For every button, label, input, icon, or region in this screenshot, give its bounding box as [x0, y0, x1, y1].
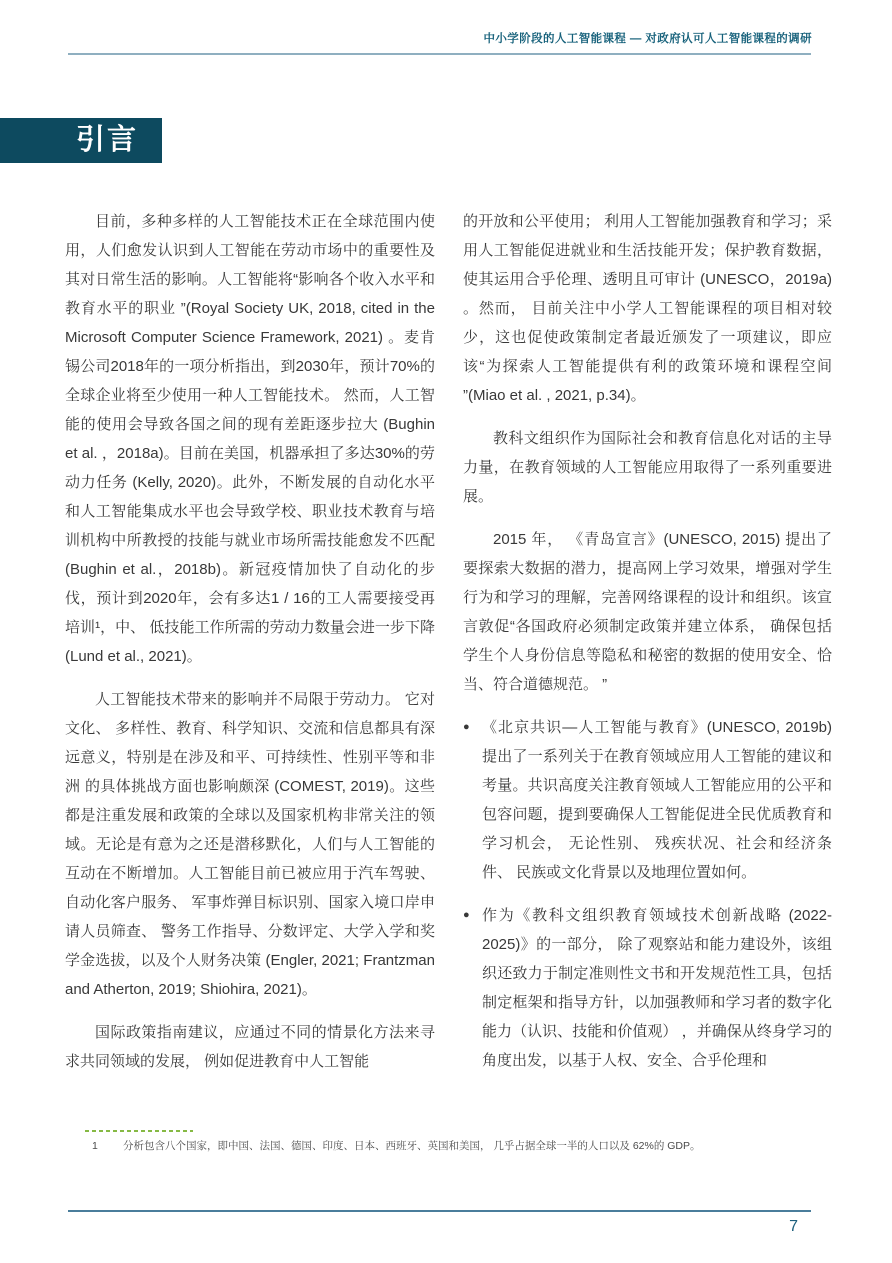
list-item — [463, 713, 832, 887]
right-column — [463, 207, 832, 1090]
section-title-box — [0, 118, 162, 163]
list-item-text: 作为《教科文组织教育领域技术创新战略 (2022-2025)》的一部分， 除了观察站和能力建设外，该组织还致力于制定准则性文书和开发规范性工具，包括制定框架和指导方针，以加强教师和学习者的数字化能力（认识、技能和价值观） ，并确保从终身学习的角度出发，以基于人权、安全、合乎伦理和 — [482, 907, 832, 1069]
bullet-icon: ● — [463, 909, 470, 921]
paragraph-right-3: 2015 年， 《青岛宣言》(UNESCO, 2015) 提出了要探索大数据的潜力，提高网上学习效果，增强对学生行为和学习的理解，完善网络课程的设计和组织。该宣言敦促“各国政府必须制定政策并建立体系， 确保包括学生个人身份信息等隐私和秘密的数据的使用安全、恰当、符合道德规范。 ” — [463, 531, 832, 693]
list-item-text: 《北京共识—人工智能与教育》(UNESCO, 2019b) 提出了一系列关于在教育领域应用人工智能的建议和考量。共识高度关注教育领域人工智能应用的公平和包容问题，提到要确保人工智能促进全民优质教育和学习机会， 无论性别、 残疾状况、社会和经济条件、 民族或文化背景以及地理位置如何。 — [482, 719, 832, 881]
left-column — [65, 207, 435, 1090]
footnote-text: 分析包含八个国家，即中国、法国、德国、印度、日本、西班牙、英国和美国， 几乎占据全球一半的人口以及 62%的 GDP。 — [123, 1140, 701, 1152]
text-columns — [65, 207, 832, 1090]
footnote-separator — [85, 1130, 193, 1132]
paragraph-left-1: 目前，多种多样的人工智能技术正在全球范围内使用，人们愈发认识到人工智能在劳动市场中的重要性及其对日常生活的影响。人工智能将“影响各个收入水平和教育水平的职业 ”(Royal Society UK, 2018, cited in the Microsoft Computer Science Framework, 2021) 。麦肯锡公司2018年的一项分析指出，到2030年，预计70%的全球企业将至少使用一种人工智能技术。 然而，人工智能的使用会导致各国之间的现有差距逐步拉大 (Bughin et al. ，2018a)。目前在美国，机器承担了多达30%的劳动力任务 (Kelly, 2020)。此外，不断发展的自动化水平和人工智能集成水平也会导致学校、职业技术教育与培训机构中所教授的技能与就业市场所需技能愈发不匹配 (Bughin et al.，2018b)。新冠疫情加快了自动化的步伐，预计到2020年，会有多达1 / 16的工人需要接受再培训¹，中、 低技能工作所需的劳动力数量会进一步下降 (Lund et al., 2021)。 — [65, 213, 435, 665]
footer-rule — [68, 1210, 811, 1212]
footnote-marker: 1 — [92, 1140, 98, 1152]
paragraph-right-1: 的开放和公平使用； 利用人工智能加强教育和学习；采用人工智能促进就业和生活技能开发；保护教育数据，使其运用合乎伦理、透明且可审计 (UNESCO，2019a) 。然而， 目前关注中小学人工智能课程的项目相对较少，这也促使政策制定者最近颁发了一项建议，即应该“为探索人工智能提供有利的政策环境和课程空间 ”(Miao et al. , 2021, p.34)。 — [463, 213, 832, 404]
header-rule — [68, 53, 811, 55]
footnote — [92, 1139, 812, 1154]
section-title: 引言 — [75, 124, 138, 156]
running-header-title: 中小学阶段的人工智能课程 — 对政府认可人工智能课程的调研 — [483, 33, 812, 45]
bullet-icon: ● — [463, 721, 470, 733]
page-number: 7 — [789, 1218, 798, 1235]
list-item — [463, 901, 832, 1075]
paragraph-left-2: 人工智能技术带来的影响并不局限于劳动力。 它对文化、 多样性、教育、科学知识、交流和信息都具有深远意义，特别是在涉及和平、可持续性、性别平等和非洲 的具体挑战方面也影响颇深 (COMEST, 2019)。这些都是注重发展和政策的全球以及国家机构非常关注的领域。无论是有意为之还是潜移默化，人们与人工智能的互动在不断增加。人工智能目前已被应用于汽车驾驶、自动化客户服务、 军事炸弹目标识别、国家入境口岸申请人员筛查、 警务工作指导、分数评定、大学入学和奖学金选拔，以及个人财务决策 (Engler, 2021; Frantzman and Atherton, 2019; Shiohira, 2021)。 — [65, 691, 435, 998]
paragraph-left-3: 国际政策指南建议，应通过不同的情景化方法来寻求共同领域的发展， 例如促进教育中人工智能 — [65, 1024, 435, 1070]
paragraph-right-2: 教科文组织作为国际社会和教育信息化对话的主导力量，在教育领域的人工智能应用取得了一系列重要进展。 — [463, 430, 832, 505]
